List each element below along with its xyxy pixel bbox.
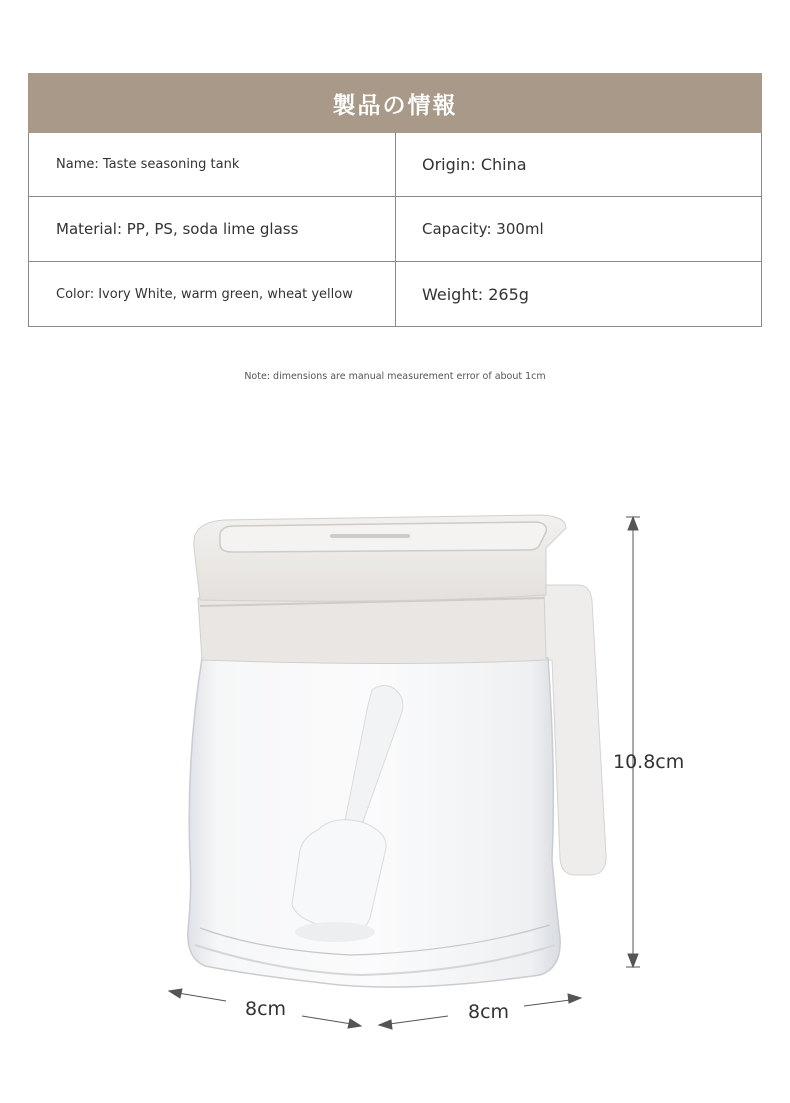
spec-name: Name: Taste seasoning tank xyxy=(56,157,240,172)
table-row xyxy=(29,196,761,261)
depth-label: 8cm xyxy=(468,1001,510,1023)
width-label: 8cm xyxy=(245,998,287,1020)
spec-material: Material: PP, PS, soda lime glass xyxy=(56,220,299,238)
product-info-table xyxy=(28,73,762,327)
spec-capacity: Capacity: 300ml xyxy=(395,197,761,261)
table-title: 製品の情報 xyxy=(28,73,762,133)
table-row xyxy=(29,261,761,326)
product-illustration xyxy=(0,470,790,1060)
measurement-note: Note: dimensions are manual measurement error of about 1cm xyxy=(244,371,546,382)
spec-weight: Weight: 265g xyxy=(395,262,761,326)
spec-color: Color: Ivory White, warm green, wheat yellow xyxy=(56,286,353,302)
height-dimension-arrow xyxy=(626,517,640,967)
spec-grid xyxy=(28,133,762,327)
spec-origin: Origin: China xyxy=(395,133,761,196)
height-label: 10.8cm xyxy=(613,751,685,773)
table-row xyxy=(29,133,761,196)
